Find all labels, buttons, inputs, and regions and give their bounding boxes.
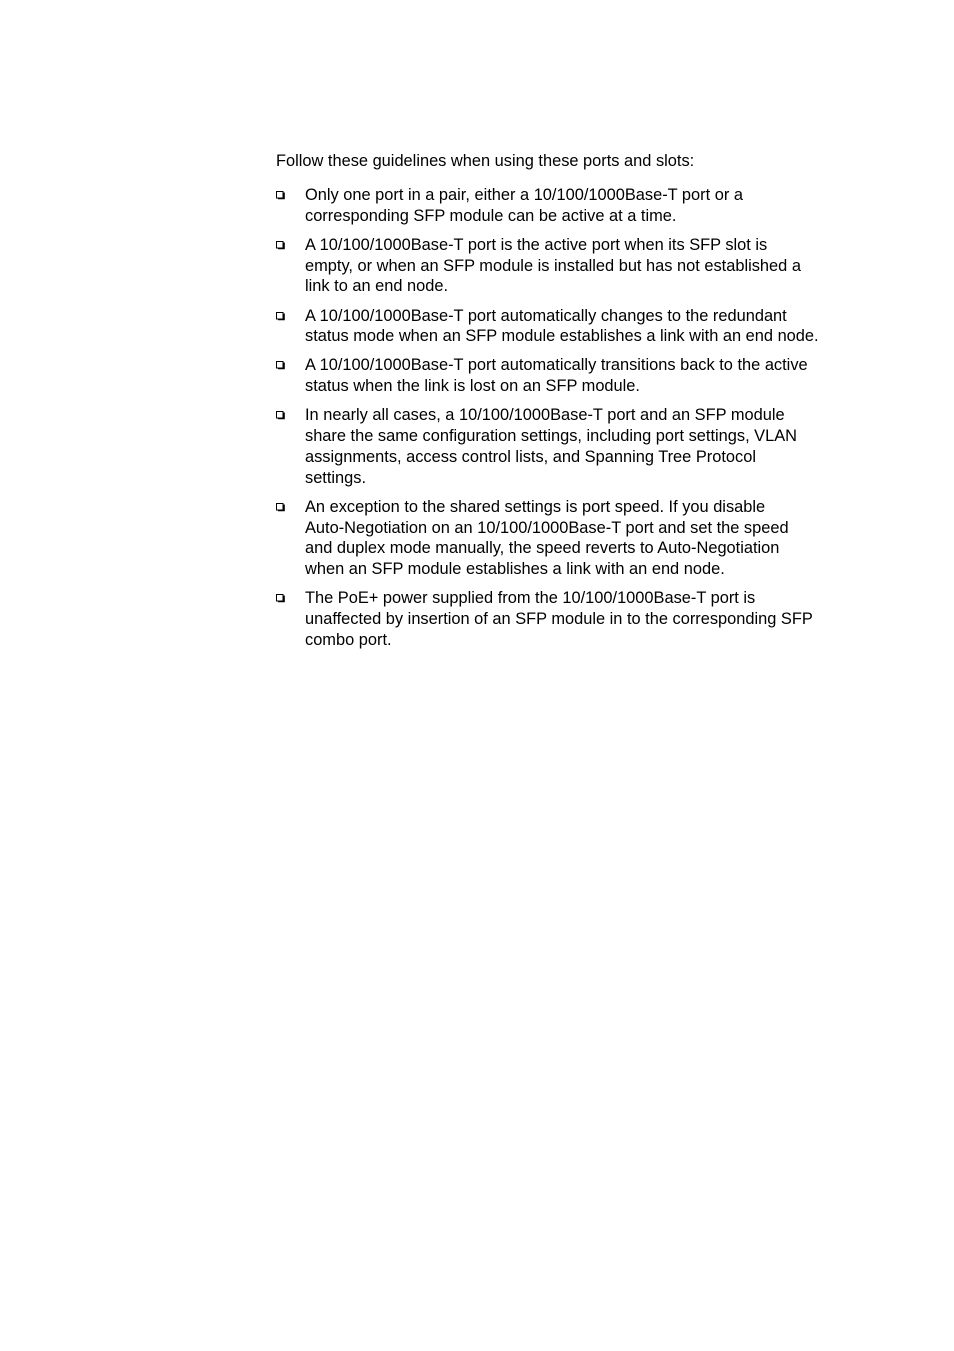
list-item (276, 497, 876, 580)
list-item-line: assignments, access control lists, and Spanning Tree Protocol (305, 447, 756, 466)
list-item-text (305, 497, 876, 580)
list-item-text (305, 306, 876, 348)
list-item-line: Auto-Negotiation on an 10/100/1000Base-T port and set the speed (305, 518, 789, 537)
list-item-line: A 10/100/1000Base-T port automatically changes to the redundant (305, 306, 787, 325)
list-item (276, 405, 876, 488)
shadowed-box-bullet-icon (276, 191, 285, 200)
list-item-text (305, 355, 876, 397)
list-item-line: The PoE+ power supplied from the 10/100/1000Base-T port is (305, 589, 756, 608)
list-item-line: link to an end node. (305, 277, 449, 296)
list-item-line: empty, or when an SFP module is installed but has not established a (305, 256, 801, 275)
list-item-line: status mode when an SFP module establishes a link with an end node. (305, 327, 819, 346)
list-item (276, 185, 876, 227)
list-item (276, 235, 876, 297)
list-item-line: corresponding SFP module can be active at a time. (305, 206, 677, 225)
list-item-line: and duplex mode manually, the speed reverts to Auto-Negotiation (305, 539, 780, 558)
shadowed-box-bullet-icon (276, 594, 285, 603)
list-item-line: settings. (305, 468, 367, 487)
shadowed-box-bullet-icon (276, 361, 285, 370)
list-item-line: combo port. (305, 630, 392, 649)
list-item (276, 588, 876, 650)
shadowed-box-bullet-icon (276, 503, 285, 512)
shadowed-box-bullet-icon (276, 312, 285, 321)
shadowed-box-bullet-icon (276, 241, 285, 250)
list-item-line: A 10/100/1000Base-T port is the active port when its SFP slot is (305, 235, 768, 254)
guidelines-list (276, 185, 876, 651)
shadowed-box-bullet-icon (276, 411, 285, 420)
list-item-text (305, 235, 876, 297)
list-item (276, 306, 876, 348)
list-item (276, 355, 876, 397)
list-item-line: when an SFP module establishes a link with an end node. (305, 560, 725, 579)
list-item-line: status when the link is lost on an SFP module. (305, 377, 640, 396)
document-body (276, 151, 876, 659)
list-item-line: An exception to the shared settings is port speed. If you disable (305, 497, 766, 516)
list-item-text (305, 405, 876, 488)
list-item-line: A 10/100/1000Base-T port automatically transitions back to the active (305, 356, 808, 375)
list-item-line: share the same configuration settings, including port settings, VLAN (305, 427, 797, 446)
list-item-line: unaffected by insertion of an SFP module in to the corresponding SFP (305, 610, 813, 629)
list-item-line: Only one port in a pair, either a 10/100/1000Base-T port or a (305, 186, 743, 204)
list-item-text (305, 185, 876, 227)
list-item-line: In nearly all cases, a 10/100/1000Base-T port and an SFP module (305, 406, 785, 425)
list-item-text (305, 588, 876, 650)
intro-paragraph: Follow these guidelines when using these ports and slots: (276, 152, 695, 170)
